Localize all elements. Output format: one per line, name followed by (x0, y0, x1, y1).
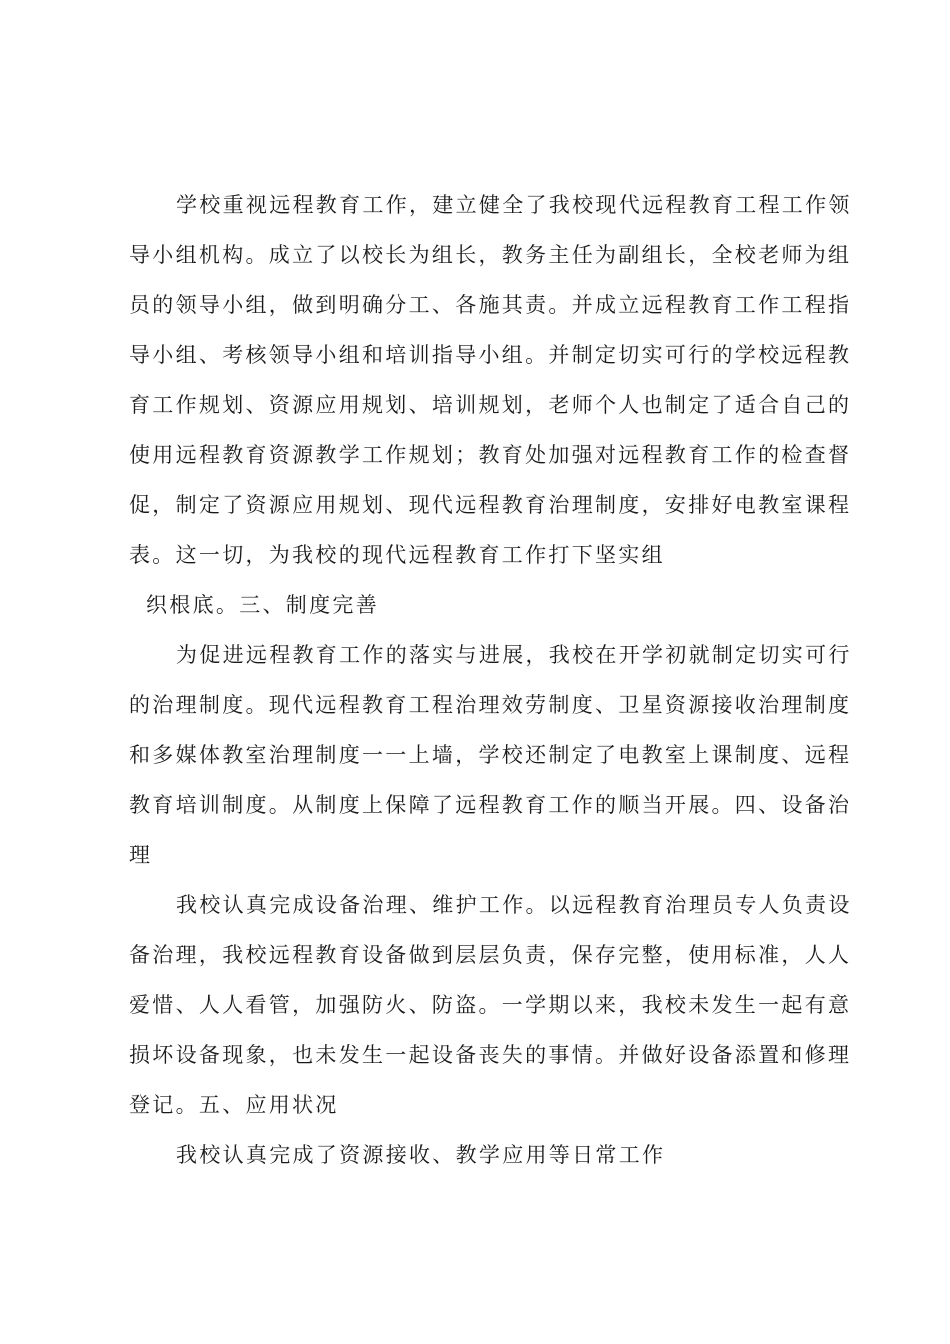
text-line: 我校认真完成设备治理、维护工作。以远程教育治理员专人负责设 (176, 893, 852, 917)
text-line: 我校认真完成了资源接收、教学应用等日常工作 (176, 1143, 666, 1167)
text-line: 教育培训制度。从制度上保障了远程教育工作的顺当开展。四、设备治 (129, 793, 852, 817)
text-line: 损坏设备现象，也未发生一起设备丧失的事情。并做好设备添置和修理 (129, 1043, 852, 1067)
text-line: 登记。五、应用状况 (129, 1093, 339, 1117)
text-line: 表。这一切，为我校的现代远程教育工作打下坚实组 (129, 543, 665, 567)
text-line: 理 (129, 843, 153, 867)
text-line: 学校重视远程教育工作，建立健全了我校现代远程教育工程工作领 (176, 193, 852, 217)
text-line: 和多媒体教室治理制度一一上墙，学校还制定了电教室上课制度、远程 (129, 743, 852, 767)
text-line: 备治理，我校远程教育设备做到层层负责，保存完整，使用标准，人人 (129, 943, 852, 967)
text-line: 导小组机构。成立了以校长为组长，教务主任为副组长，全校老师为组 (129, 243, 852, 267)
text-line: 的治理制度。现代远程教育工程治理效劳制度、卫星资源接收治理制度 (129, 693, 852, 717)
text-line: 爱惜、人人看管，加强防火、防盗。一学期以来，我校未发生一起有意 (129, 993, 852, 1017)
text-line: 促，制定了资源应用规划、现代远程教育治理制度，安排好电教室课程 (129, 493, 852, 517)
text-line: 使用远程教育资源教学工作规划；教育处加强对远程教育工作的检查督 (129, 443, 852, 467)
text-line: 导小组、考核领导小组和培训指导小组。并制定切实可行的学校远程教 (129, 343, 852, 367)
text-line: 为促进远程教育工作的落实与进展，我校在开学初就制定切实可行 (176, 643, 852, 667)
text-line: 员的领导小组，做到明确分工、各施其责。并成立远程教育工作工程指 (129, 293, 852, 317)
document-body (129, 180, 852, 1180)
text-line: 织根底。三、制度完善 (146, 593, 379, 617)
text-line: 育工作规划、资源应用规划、培训规划，老师个人也制定了适合自己的 (129, 393, 852, 417)
